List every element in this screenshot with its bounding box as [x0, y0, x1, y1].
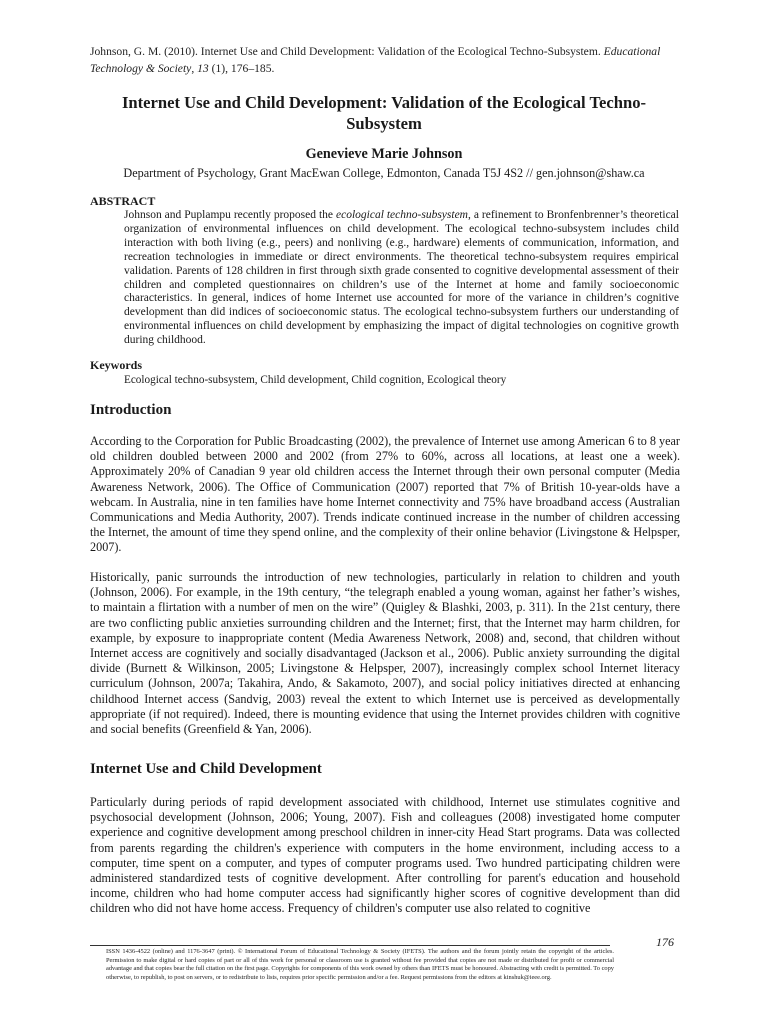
- citation-sep: ,: [191, 61, 198, 75]
- keywords-heading: Keywords: [90, 358, 142, 372]
- abstract-body: [124, 209, 679, 348]
- abstract-text-start: Johnson and Puplampu recently proposed the: [124, 209, 336, 221]
- citation-authors: Johnson, G. M. (2010). Internet Use and Child Development: Validation of the Ecological Techno-Subsystem.: [90, 45, 604, 58]
- introduction-paragraph-1: According to the Corporation for Public Broadcasting (2002), the prevalence of Internet use among American 6 to 8 year old children doubled between 2000 and 2002 (from 27% to 60%, across all locations, at least one a week). Approximately 20% of Canadian 9 year old children access the Internet through their own personal computer (Media Awareness Network, 2006). The Office of Communication (2007) reported that 7% of British 10-year-olds have a webcam. In Australia, nine in ten families have home Internet connectivity and 75% have broadband access (Australian Communications and Media Authority, 2007). Trends indicate continued increase in the number of children accessing the Internet, the amount of time they spend online, and the complexity of their online behavior (Livingstone & Helpsper, 2007).: [90, 434, 680, 555]
- introduction-heading: Introduction: [90, 402, 172, 418]
- introduction-paragraph-2: Historically, panic surrounds the introduction of new technologies, particularly in relation to children and youth (Johnson, 2006). For example, in the 19th century, “the telegraph enabled a young woman, against her father’s wishes, to maintain a flirtation with a number of men on the wire” (Quigley & Blashki, 2003, p. 311). In the 21st century, there are two conflicting public anxieties surrounding children and the Internet; first, that the Internet may harm children, for example, by exposure to inappropriate content (Media Awareness Network, 2008) and, second, that children without Internet access are cognitively and socially disadvantaged (Jackson et al., 2006). Public anxiety surrounding the digital divide (Burnett & Wilkinson, 2005; Livingstone & Helpsper, 2007), increasingly complex school Internet literacy curriculum (Johnson, 2007a; Takahira, Ando, & Sakamoto, 2007), and social policy initiatives directed at enhancing childhood Internet access (Sandvig, 2003) reveal the extent to which Internet use is perceived as developmentally appropriate (if not required). Indeed, there is mounting evidence that using the Internet provides children with cognitive and social benefits (Greenfield & Yan, 2006).: [90, 570, 680, 737]
- paper-title: Internet Use and Child Development: Validation of the Ecological Techno-Subsystem: [121, 93, 647, 133]
- abstract-emphasis: ecological techno-subsystem: [336, 209, 468, 221]
- section2-paragraph-1: Particularly during periods of rapid development associated with childhood, Internet use stimulates cognitive and psychosocial development (Johnson, 2006; Young, 2007). Fish and colleagues (2008) investigated home computer experience and cognitive development among preschool children in inner-city Head Start programs. Data was collected from parents regarding the children's experience with computers in the home environment, including access to a computer, time spent on a computer, and types of computer programs used. Two hundred participating children were administered standardized tests of cognitive development. After controlling for parent's education and household income, children who had home computer access had significantly higher scores of cognitive development than did children who did not have home access. Frequency of children's computer use also related to cognitive: [90, 795, 680, 916]
- abstract-heading: ABSTRACT: [90, 194, 156, 208]
- citation-volume: 13: [197, 61, 209, 75]
- citation-header: [90, 44, 680, 77]
- section-heading-internet-use: Internet Use and Child Development: [90, 761, 322, 777]
- copyright-footer: ISSN 1436-4522 (online) and 1176-3647 (print). © International Forum of Educational Technology & Society (IFETS). The authors and the forum jointly retain the copyright of the articles. Permission to make digital or hard copies of part or all of this work for personal or classroom use is granted without fee provided that copies are not made or distributed for profit or commercial advantage and that copies bear the full citation on the first page. Copyrights for components of this work owned by others than IFETS must be honoured. Abstracting with credit is permitted. To copy otherwise, to republish, to post on servers, or to redistribute to lists, requires prior specific permission and/or a fee. Request permissions from the editors at kinshuk@ieee.org.: [106, 948, 614, 981]
- citation-journal: Educational Technology & Society: [90, 45, 661, 75]
- keywords-list: Ecological techno-subsystem, Child development, Child cognition, Ecological theory: [124, 374, 507, 386]
- page-number: 176: [656, 935, 674, 949]
- abstract-text-rest: , a refinement to Bronfenbrenner’s theoretical organization of environmental influences on child development. The ecological techno-subsystem includes child interaction with both living (e.g., peers) and nonliving (e.g., hardware) elements of communication, information, and recreation technologies in immediate or direct environments. The theoretical techno-subsystem requires empirical validation. Parents of 128 children in first through sixth grade consented to cognitive developmental assessment of their children and completed questionnaires on children’s use of the Internet at home and family socioeconomic characteristics. In general, indices of home Internet use accounted for more of the variance in children’s cognitive development than did indices of socioeconomic status. The ecological techno-subsystem furthers our understanding of environmental influences on child development by emphasizing the impact of digital technologies on cognitive growth during childhood.: [124, 209, 679, 347]
- footer-divider: [90, 945, 610, 946]
- citation-issue-pages: (1), 176–185.: [208, 61, 275, 75]
- author-name: Genevieve Marie Johnson: [305, 146, 463, 162]
- author-affiliation: Department of Psychology, Grant MacEwan College, Edmonton, Canada T5J 4S2 // gen.johnson@shaw.ca: [123, 166, 645, 180]
